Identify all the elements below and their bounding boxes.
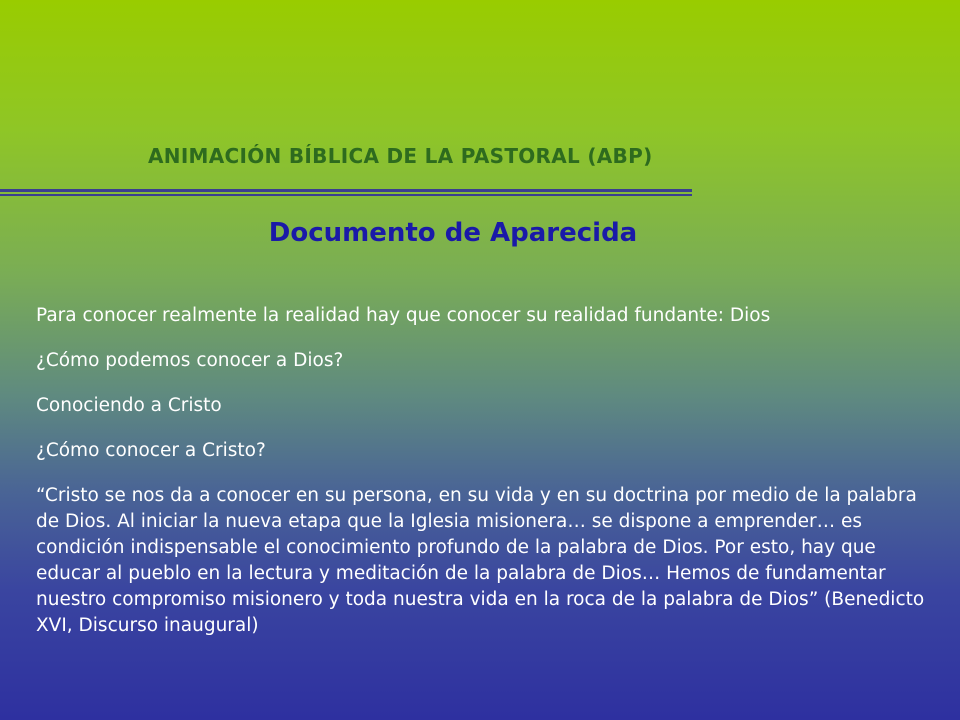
quote-paragraph: “Cristo se nos da a conocer en su persona, en su vida y en su doctrina por medio de la palabra de Dios. Al iniciar la nueva etapa que la Iglesia misionera… se dispone a emprender… es condición indispensable el conocimiento profundo de la palabra de Dios. Por esto, hay que educar al pueblo en la lectura y meditación de la palabra de Dios… Hemos de fundamentar nuestro compromiso misionero y toda nuestra vida en la roca de la palabra de Dios” (Benedicto XVI, Discurso inaugural)	[36, 485, 925, 636]
slide-title: ANIMACIÓN BÍBLICA DE LA PASTORAL (ABP)	[148, 144, 653, 168]
body-paragraph: Para conocer realmente la realidad hay que conocer su realidad fundante: Dios	[36, 305, 771, 326]
body-paragraph: ¿Cómo podemos conocer a Dios?	[36, 350, 344, 371]
slide-body	[36, 303, 926, 639]
divider-line-thin	[0, 194, 692, 196]
title-divider	[0, 189, 692, 196]
slide-subtitle: Documento de Aparecida	[268, 218, 638, 248]
body-paragraph: ¿Cómo conocer a Cristo?	[36, 440, 266, 461]
body-paragraph: Conociendo a Cristo	[36, 395, 222, 416]
divider-line-thick	[0, 189, 692, 192]
